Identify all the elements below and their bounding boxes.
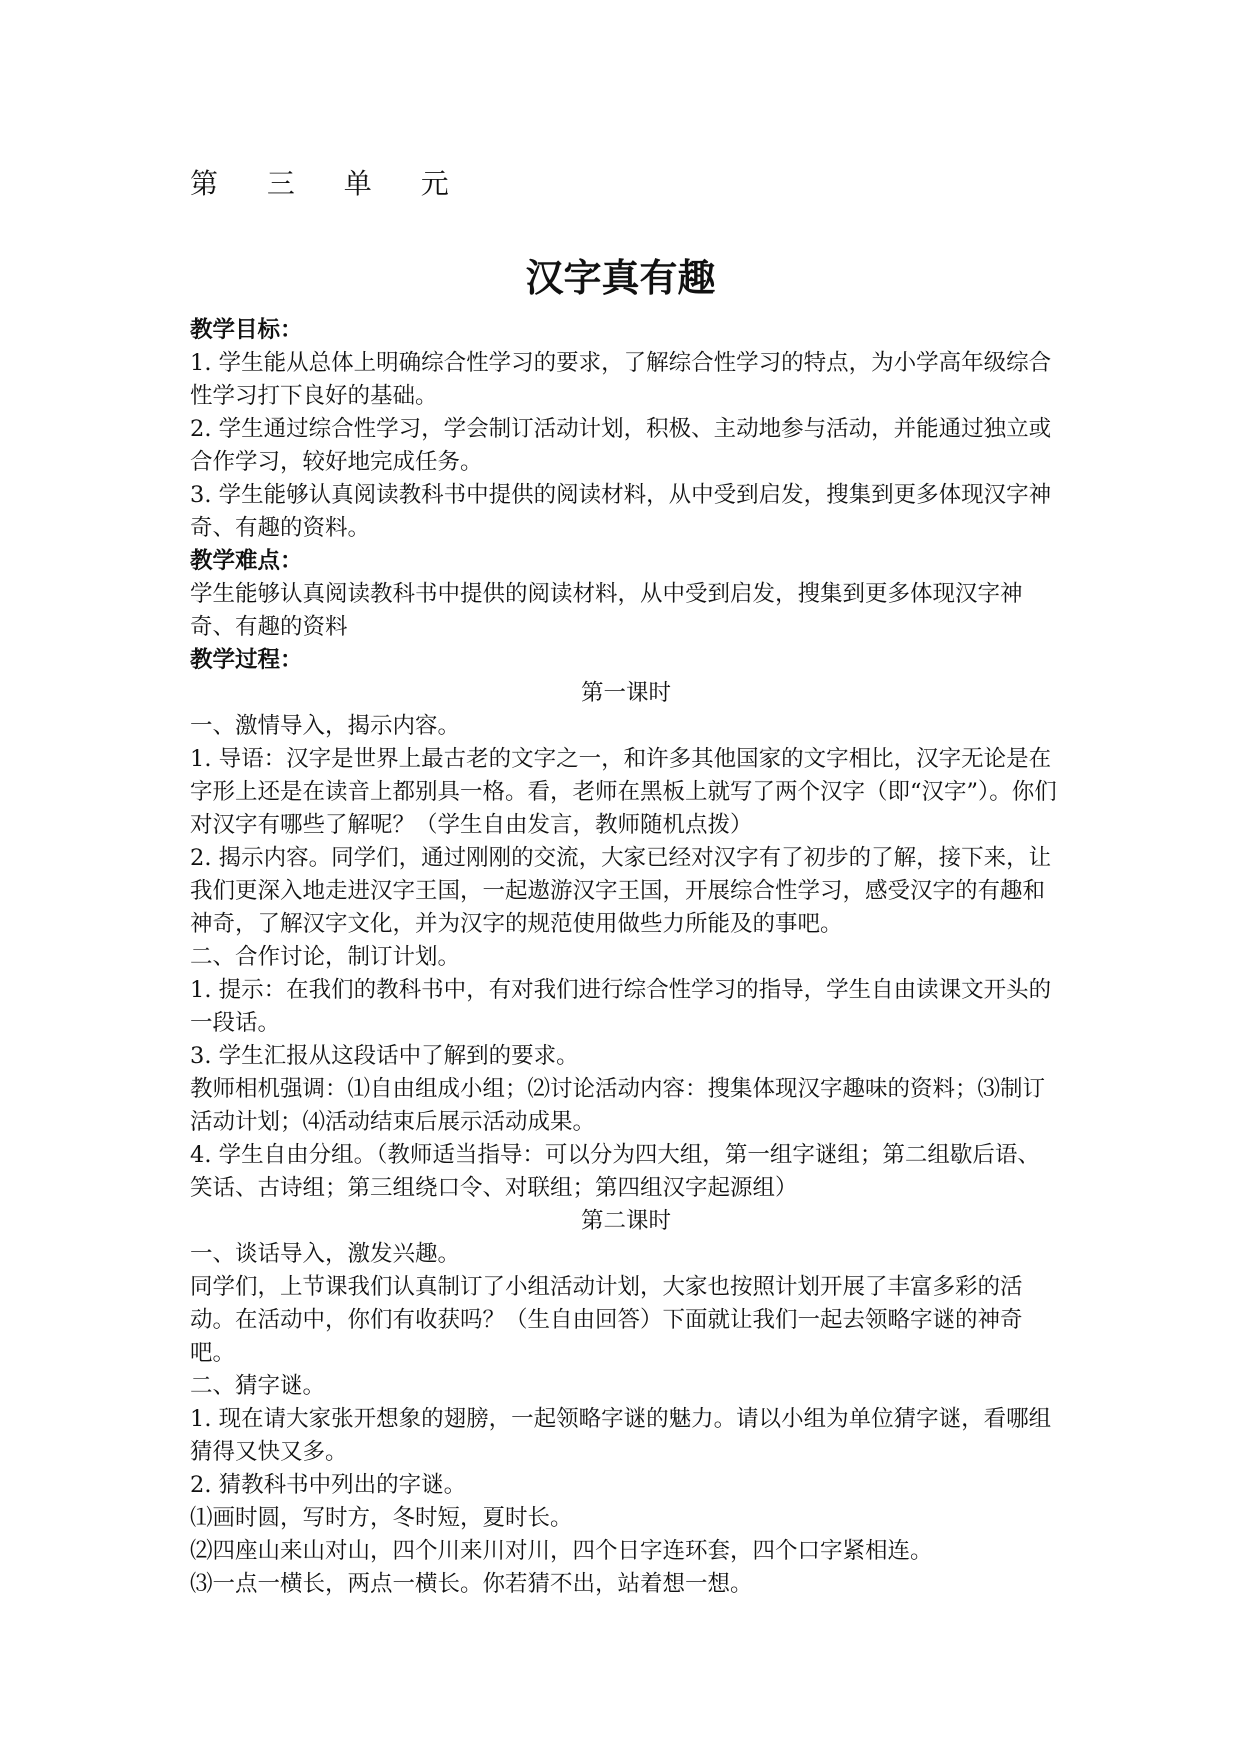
paragraph: 1. 现在请大家张开想象的翅膀，一起领略字谜的魅力。请以小组为单位猜字谜，看哪组猜得又快又多。: [190, 1406, 1052, 1465]
paragraph: 教师相机强调：⑴自由组成小组；⑵讨论活动内容：搜集体现汉字趣味的资料；⑶制订活动计划；⑷活动结束后展示活动成果。: [190, 1076, 1046, 1135]
paragraph: 3. 学生汇报从这段话中了解到的要求。: [190, 1043, 579, 1069]
section-heading-process: 教学过程：: [190, 647, 303, 673]
paragraph: 2. 猜教科书中列出的字谜。: [190, 1472, 467, 1498]
riddle-item: ⑴画时圆，写时方，冬时短，夏时长。: [190, 1505, 573, 1531]
objective-item: 1. 学生能从总体上明确综合性学习的要求，了解综合性学习的特点，为小学高年级综合性学习打下良好的基础。: [190, 350, 1052, 409]
paragraph: 1. 导语：汉字是世界上最古老的文字之一，和许多其他国家的文字相比，汉字无论是在字形上还是在读音上都别具一格。看，老师在黑板上就写了两个汉字（即“汉字”）。你们对汉字有哪些了解呢？（学生自由发言，教师随机点拨）: [190, 746, 1057, 838]
paragraph: 同学们，上节课我们认真制订了小组活动计划，大家也按照计划开展了丰富多彩的活动。在活动中，你们有收获吗？（生自由回答）下面就让我们一起去领略字谜的神奇吧。: [190, 1274, 1023, 1366]
difficulty-paragraph: 学生能够认真阅读教科书中提供的阅读材料，从中受到启发，搜集到更多体现汉字神奇、有趣的资料: [190, 581, 1023, 640]
step-heading: 一、激情导入，揭示内容。: [190, 713, 461, 739]
lesson-title-second: 第二课时: [580, 1208, 671, 1234]
section-heading-difficulty: 教学难点：: [190, 548, 303, 574]
riddle-item: ⑵四座山来山对山，四个川来川对川，四个日字连环套，四个口字紧相连。: [190, 1538, 933, 1564]
lesson-title-first: 第一课时: [580, 680, 671, 706]
paragraph: 4. 学生自由分组。（教师适当指导：可以分为四大组，第一组字谜组；第二组歇后语、笑话、古诗组；第三组绕口令、对联组；第四组汉字起源组）: [190, 1142, 1040, 1201]
riddle-item: ⑶一点一横长，两点一横长。你若猜不出，站着想一想。: [190, 1571, 753, 1597]
paragraph: 2. 揭示内容。同学们，通过刚刚的交流，大家已经对汉字有了初步的了解，接下来，让我们更深入地走进汉字王国，一起遨游汉字王国，开展综合性学习，感受汉字的有趣和神奇，了解汉字文化，并为汉字的规范使用做些力所能及的事吧。: [190, 845, 1052, 937]
unit-label: 第 三 单 元: [190, 167, 469, 200]
step-heading: 一、谈话导入，激发兴趣。: [190, 1241, 461, 1267]
step-heading: 二、猜字谜。: [190, 1373, 326, 1399]
document-body: [190, 314, 1062, 1601]
objective-item: 2. 学生通过综合性学习，学会制订活动计划，积极、主动地参与活动，并能通过独立或合作学习，较好地完成任务。: [190, 416, 1052, 475]
step-heading: 二、合作讨论，制订计划。: [190, 944, 461, 970]
section-heading-objectives: 教学目标：: [190, 317, 303, 343]
objective-item: 3. 学生能够认真阅读教科书中提供的阅读材料，从中受到启发，搜集到更多体现汉字神奇、有趣的资料。: [190, 482, 1052, 541]
document-title: 汉字真有趣: [525, 255, 716, 300]
paragraph: 1. 提示：在我们的教科书中，有对我们进行综合性学习的指导，学生自由读课文开头的一段话。: [190, 977, 1052, 1036]
